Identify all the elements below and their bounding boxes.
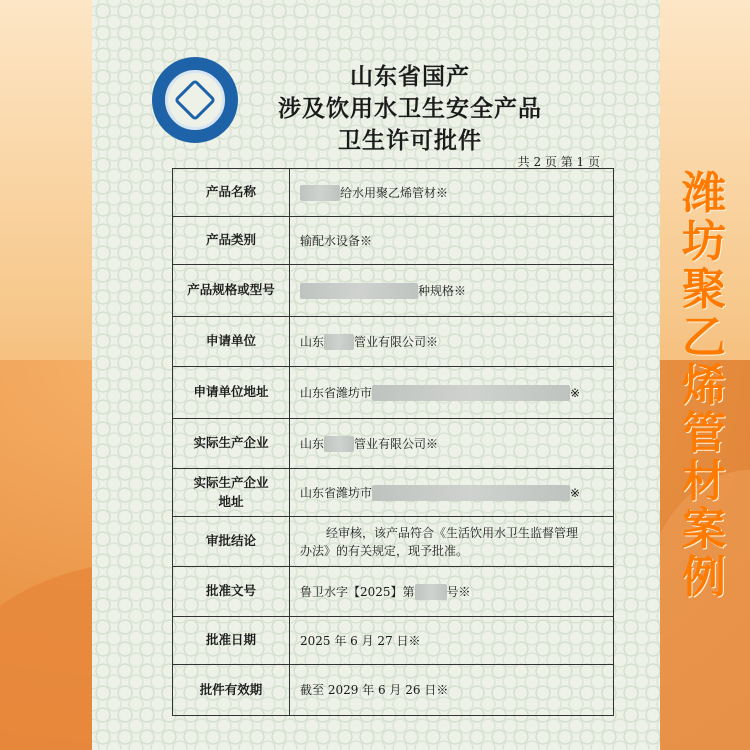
row-value: 山东 管业有限公司※ — [290, 419, 614, 469]
row-value: 给水用聚乙烯管材※ — [290, 169, 614, 217]
row-value: 输配水设备※ — [290, 217, 614, 265]
title-line-3: 卫生许可批件 — [338, 128, 482, 154]
redacted-block — [324, 436, 354, 452]
row-value: 经审核，该产品符合《生活饮用水卫生监督管理 办法》的有关规定，现予批准。 — [290, 517, 614, 567]
row-label: 批准日期 — [173, 617, 290, 665]
redacted-block — [300, 185, 340, 201]
row-label: 批件有效期 — [173, 665, 290, 716]
row-label: 产品规格或型号 — [173, 265, 290, 317]
table-row — [173, 317, 614, 367]
redacted-block — [300, 283, 418, 299]
table-row — [173, 567, 614, 617]
row-value: 截至 2029 年 6 月 26 日※ — [290, 665, 614, 716]
table-row — [173, 617, 614, 665]
row-label: 实际生产企业 地址 — [173, 469, 290, 517]
row-value: 鲁卫水字【2025】第 号※ — [290, 567, 614, 617]
row-label: 实际生产企业 — [173, 419, 290, 469]
row-value: 山东省潍坊市 ※ — [290, 469, 614, 517]
row-label: 批准文号 — [173, 567, 290, 617]
table-row — [173, 169, 614, 217]
table-row — [173, 419, 614, 469]
table-row — [173, 367, 614, 419]
table-row — [173, 217, 614, 265]
row-label: 申请单位 — [173, 317, 290, 367]
table-row — [173, 517, 614, 567]
title-line-1: 山东省国产 — [350, 64, 470, 90]
seal-emblem-icon — [152, 57, 238, 143]
row-value: 2025 年 6 月 27 日※ — [290, 617, 614, 665]
table-row — [173, 469, 614, 517]
row-label: 申请单位地址 — [173, 367, 290, 419]
redacted-block — [324, 334, 354, 350]
row-label: 产品名称 — [173, 169, 290, 217]
row-value: 山东 管业有限公司※ — [290, 317, 614, 367]
page-indicator: 共 2 页 第 1 页 — [517, 155, 600, 169]
license-table — [172, 168, 614, 716]
table-row — [173, 665, 614, 716]
title-line-2: 涉及饮用水卫生安全产品 — [278, 96, 542, 122]
row-value: 山东省潍坊市 ※ — [290, 367, 614, 419]
redacted-block — [372, 385, 570, 401]
row-value: 种规格※ — [290, 265, 614, 317]
row-label: 审批结论 — [173, 517, 290, 567]
redacted-block — [372, 485, 570, 501]
table-row — [173, 265, 614, 317]
side-banner-title: 潍 坊 聚 乙 烯 管 材 案 例 — [682, 168, 726, 603]
row-label: 产品类别 — [173, 217, 290, 265]
redacted-block — [415, 584, 447, 600]
